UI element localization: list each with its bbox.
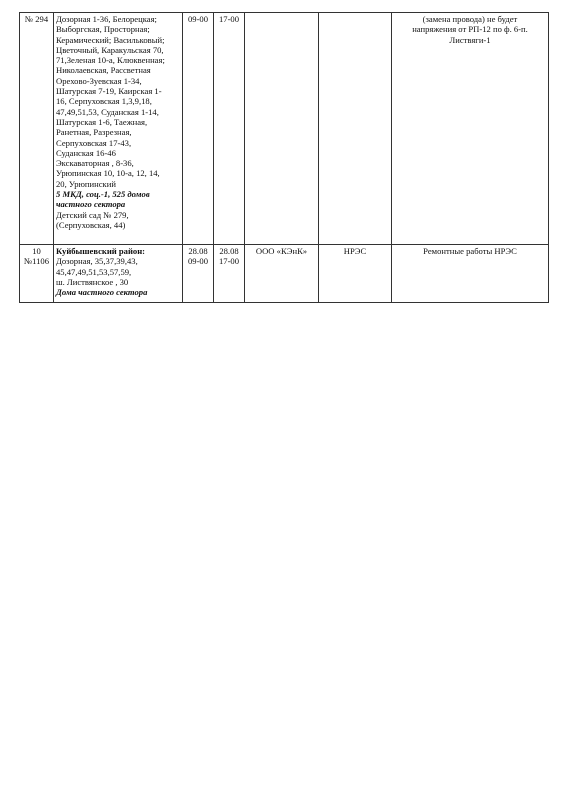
address-line: Николаевская, Рассветная: [56, 65, 151, 76]
address-line: Экскаваторная , 8-36,: [56, 158, 134, 169]
network-cell: НРЭС: [319, 245, 392, 303]
address-line: Дозорная, 35,37,39,43,: [56, 256, 138, 267]
table-row: [20, 245, 549, 303]
address-line: ш. Листвянское , 30: [56, 276, 129, 287]
summary-line: 5 МКД, соц.-1, 525 домов: [56, 189, 150, 200]
address-line: 16, Серпуховская 1,3,9,18,: [56, 96, 152, 107]
extra-line: (Серпуховская, 44): [56, 219, 126, 230]
address-line: 45,47,49,51,53,57,59,: [56, 266, 132, 277]
start-time: [183, 245, 214, 303]
note-cell: [392, 13, 549, 245]
address-line: Урюпинская 10, 10-а, 12, 14,: [56, 168, 160, 179]
address-line: 20, Урюпинский: [56, 178, 116, 189]
row-index: 10: [32, 246, 41, 256]
outage-table: [19, 12, 549, 303]
address-cell: [54, 13, 183, 245]
row-id: №1106: [23, 256, 50, 267]
address-line: Шатурская 1-6, Таежная,: [56, 116, 148, 127]
address-line: 71,Зеленая 10-а, Клюквенная;: [56, 55, 165, 66]
extra-line: Детский сад № 279,: [56, 209, 129, 220]
organization-cell: ООО «КЭнК»: [245, 245, 319, 303]
address-line: Серпуховская 17-43,: [56, 137, 132, 148]
address-line: Выборгская, Просторная;: [56, 24, 150, 35]
end-hour: 17-00: [218, 256, 240, 267]
start-time: 09-00: [183, 13, 214, 245]
summary-line: Дома частного сектора: [56, 287, 148, 298]
address-line: Дозорная 1-36, Белорецкая;: [56, 14, 157, 24]
address-line: Суданская 16-46: [56, 147, 116, 158]
start-date: 28.08: [188, 246, 208, 256]
district-label: Куйбышевский район:: [56, 246, 146, 256]
organization-cell: [245, 13, 319, 245]
end-date: 28.08: [219, 246, 239, 256]
address-line: Орехово-Зуевская 1-34,: [56, 75, 142, 86]
address-cell: [54, 245, 183, 303]
address-line: 47,49,51,53, Суданская 1-14,: [56, 106, 159, 117]
address-line: Шатурская 7-19, Каирская 1-: [56, 86, 162, 97]
note-cell: [392, 245, 549, 303]
end-time: 17-00: [214, 13, 245, 245]
network-cell: [319, 13, 392, 245]
end-time: [214, 245, 245, 303]
note-text: Ремонтные работы НРЭС: [423, 246, 517, 256]
start-hour: 09-00: [187, 256, 209, 267]
address-line: Ранетная, Разрезная,: [56, 127, 132, 138]
summary-line: частного сектора: [56, 199, 126, 210]
address-line: Керамический; Васильковый;: [56, 34, 165, 45]
row-number: № 294: [20, 13, 54, 245]
row-number: [20, 245, 54, 303]
address-line: Цветочный, Каракульская 70,: [56, 44, 164, 55]
table-row: [20, 13, 549, 245]
note-text: (замена провода) не будет напряжения от РП-12 по ф. 6-п. Листвяги-1: [412, 14, 528, 45]
